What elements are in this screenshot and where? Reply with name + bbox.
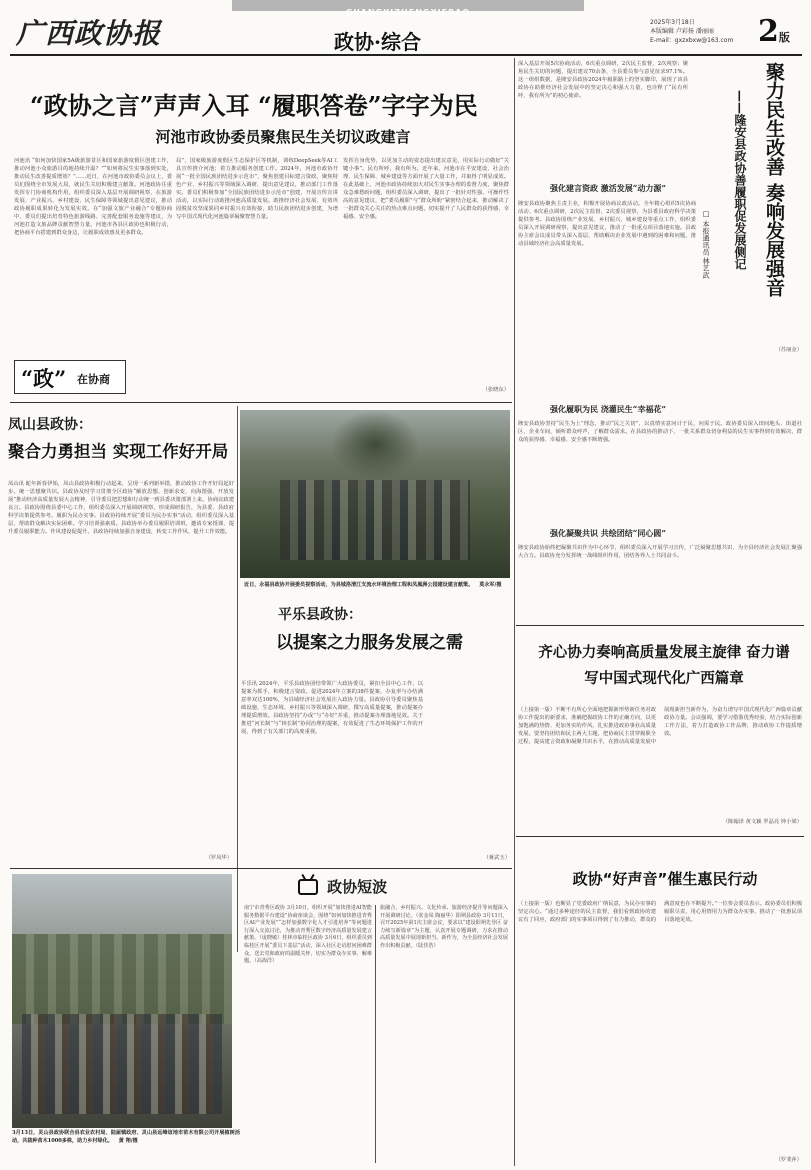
rule-briefs [375,905,376,1163]
longan-sec2: 隆安县政协坚持“民生为上”理念，推动“民之关切”，以真情实意问计于民、问需于民。政协委员深入田间地头、街道社区、企业车间，倾听群众呼声，了解群众需求。在县政协的推动下，一批关系群众切身利益的民生实事得到有效解决，群众的获得感、幸福感、安全感不断增强。 [518,421,802,443]
briefs-title: 政协短波 [327,878,388,896]
masthead-editors: 本版编辑 卢彩扬 潘丽丽 [650,28,714,35]
lead-col1: 河池讯 “如何加快国家5A级旅游景区和国家旅游度假区创建工作，推动河池小众旅游目的地持续升温？”“如何将民生实事落到实处，推动民生改善提质增效？”……近日，在河池市政协委员会议上，委员们围绕全市发展大局，就民生关切积极建言献策。河池政协注重发挥专门协商机构作用，组织委员深入基层开展调研视察，在旅游发展、产业振兴、乡村建设、民生保障等领域提出意见建议，推动政协履职成果转化为发展实效。在“加强文旅产业融合”专题协商中，委员们提出培育特色旅游线路、完善配套服务设施等建议，为河池打造文旅品牌贡献智慧力量。河池市各县区政协也积极行动，把协商平台搭建到群众身边，让履职成效惠及更多群众。 [14,158,172,236]
rule-mid-bottom [10,868,512,869]
lead-byline: （张晓东） [482,387,509,393]
longan-top: 深入基层开展5次协商活动，6次重点调研，2次民主监督，2次视察；聚焦民生关切的问题，提出建议70余条，全县委员参与意见征求97.1%。这一组组数据，是隆安县政协2024年履职路上的坚实脚印，展现了该县政协在助推经济社会发展中的坚定决心和强大力量，也诠释了“民有所呼，我有所为”的初心使命。 [518,61,688,99]
longan-title: 聚力民生改善 奏响发展强音 [763,62,785,297]
page-number-suffix: 版 [778,31,790,44]
fengshan-headline [8,438,238,464]
longan-sec1-title: 强化建言资政 激活发展“动力源” [550,183,666,193]
zx-badge-quote: “政” [21,366,67,391]
briefs-icon [298,879,318,895]
lingshan-caption-text: 3月13日，灵山县政协联合县农业农村局、陆屋镇政府、灵山县远峰谊地市苗木有限公司开展植树活动，共栽种苗木1000多株，助力乡村绿化。 [12,1130,240,1144]
masthead-email: E-mail：gxzxbxw@163.com [650,37,734,44]
masthead-pinyin-bar [232,0,584,17]
lead-col1-tail [130,350,172,394]
hao-body: （上接第一版）也断显了党委政府广纳民意，为民办实事的坚定决心。“通过多种途径的民主监督，我们看到政协的建议有了回应，政府部门的实事项目得到了有力推动，群众的满意度也在不断提升。”一位参会委员表示。政协委员们积极履职尽责，用心用情用力为群众办实事，推动了一批惠民项目落地见效。 [518,901,802,923]
page-number [758,14,808,50]
section-title-text: 政协·综合 [334,30,421,54]
longan-sec2-title: 强化履职为民 浇灌民生“幸福花” [550,404,666,414]
masthead-logo [16,12,166,52]
pingle-title: 以提案之力服务发展之需 [276,633,463,653]
yongfu-caption-text: 近日，永福县政协开展委员视察活动，为县城洛清江支流水环境治理工程和凤凰洲公园建设建言献策。 [244,582,474,588]
lingshan-caption [12,1130,240,1166]
rule-right-2 [516,836,804,837]
yongfu-credit: 莫永军/摄 [479,582,502,588]
yongfu-photo [240,410,510,578]
rule-col-split [237,406,238,952]
fengshan-title: 聚合力勇担当 实现工作好开局 [8,442,229,461]
tree-shape [330,410,420,480]
briefs-right: 旅融合、乡村振兴、文化传承、旅游经济提升等问题深入开展调研讨论。（张金凤 陶丽华）阳朔县政协 3月11日，召开2025年第1次主席会议，要求以“建设阳朔先导区 奋力续写新篇章”为主题，认真开展专题调研，力求在推动高质量发展中展现新担当、新作为，为全县经济社会发展作出积极贡献。（陆佳浩） [380,905,508,949]
lead-subtitle: 河池市政协委员聚焦民生关切议政建言 [155,128,411,146]
masthead-rule [10,54,802,56]
hao-headline [540,868,790,892]
pingle-body-2 [426,680,510,846]
longan-sec1: 隆安县政协聚焦主责主业，积极开展协商议政活动。全年精心组织5次协商活动、6次重点调研，2次民主监督，2次委员视察，为县委县政府科学决策提供参考。县政协围绕产业发展、乡村振兴、城乡建设等重点工作，组织委员深入开展调研视察，提出意见建议，推动了一批重点项目落地实施。县政协主席会议成员带头深入基层，帮助解决企业发展中遇到的困难和问题，推动县域经济社会高质量发展。 [518,201,696,247]
rule-right-1 [516,625,804,626]
longan-sec2-heading [518,404,698,416]
masthead-logo-text: 广西政协报 [16,17,162,50]
longan-sec3-heading [518,528,698,540]
masthead-date: 2025年3月18日 [650,19,695,26]
longan-subtitle-v [730,90,756,330]
lead-subheadline [88,126,478,148]
lingshan-credit: 黄 翔/摄 [118,1137,138,1144]
people-group [22,1014,222,1114]
pingle-body-1: 平乐讯 2024年，平乐县政协团结带领广大政协委员，紧扣全县中心工作，以提案为抓手，积极建言资政。促进2024年立案的38件提案，办复率与办结满意率双达100%，为县域经济社会发展注入政协力量。县政协引导委员聚焦基础设施、生态环境、乡村振兴等领域深入调研，撰写高质量提案，推动提案办理提质增效。县政协坚持“办成”与“办好”并重，推动提案办理落地见效。关于推进“河长制”与“林长制”协同治理的提案，有效促进了生态环境保护工作的开展，得到了有关部门的高度重视。 [241,681,423,735]
lead-title: “政协之言”声声入耳 “履职答卷”字字为民 [30,91,478,120]
fengshan-kicker [8,414,158,434]
trees-row [12,934,232,1024]
briefs-left: 南宁市青秀区政协 3月10日，组织开展“加快推进AI智能服务数据平台建设”协商座谈会，围绕“如何加快推进青秀区AI产业发展”“怎样加强数字化人才引进培养”等问题进行深入交流讨论，为推动青秀区数字经济高质量发展建言献策。（庞晓敏）桂林市临桂区政协 3月6日，组织委员到临桂区开展“委员下基层”活动，深入社区走访慰问困难群众，送去党和政府的温暖关怀，切实为群众办实事、解难题。（高海洋） [244,905,372,965]
qixin-byline: （陈翰泽 黄文颖 罗晶亮 钟小梁） [722,819,802,825]
lead-col2: 局”，国家级旅游度假区生态保护区等机制，训练DeepSeek等AI工具宣传推介河池；着力推动服务创建工作。2024年，河池市政协开展“一批全国民族团结进步示范市”，聚焦创建目标建言资政，聚焦特色产业、乡村振兴等领域深入调研，提出意见建议，推动部门工作落实。委员们积极参加“全国民族团结进步示范市”创建，开展宣传宣讲活动，以实际行动助推河池高质量发展。助推经济社会发展、有效巩固脱贫攻坚成果同乡村振兴有效衔接，助力民族团结进步创建，为谱写中国式现代化河池篇章凝聚智慧力量。 [176,158,338,220]
zx-badge-label: 在协商 [77,373,110,386]
lead-headline [30,86,500,120]
longan-sec3: 隆安县政协始终把凝聚共识作为中心环节，组织委员深入开展学习宣传，广泛凝聚思想共识，为全县经济社会发展汇聚强大合力。县政协充分发挥统一战线组织作用，团结各界人士共同奋斗。 [518,545,802,559]
lead-col3: 发挥自身优势，以更加主动的姿态提出建议意见，用实际行动做好“关键小事”。民有所呼，我有所为。近年来，河池市在平安建设、社会治理、民生保障、城乡建设等方面开展了大量工作，并取得了明显成效。在此基础上，河池市政协持续加大对民生实事办理的监督力度，聚焦群众急难愁盼问题，组织委员深入调研，提出了一批针对性强、可操作性高的意见建议，把“委员履职”与“群众所盼”紧密结合起来，推动解决了一批群众关心关注的热点难点问题，切实提升了人民群众的获得感、幸福感、安全感。 [343,158,509,220]
page-number-value: 2 [758,14,779,49]
pingle-kicker [278,604,428,624]
pingle-headline [276,628,511,656]
hao-title: 政协“好声音”催生惠民行动 [572,870,758,888]
rule-lead-bottom [10,402,512,403]
lingshan-photo [12,874,232,1128]
masthead-pinyin: GUANGXIZHENGXIEBAO [345,8,471,17]
fengshan-byline: （罗凤华） [205,855,232,861]
longan-end-byline: （苏丽金） [775,347,802,353]
qixin-headline [534,640,794,696]
longan-byline-v [700,210,720,330]
longan-sec1-heading [518,183,698,195]
people-figures [280,480,470,560]
zx-badge [14,360,126,394]
longan-sec3-title: 强化凝聚共识 共绘团结“同心圆” [550,528,666,538]
briefs-header [298,876,448,898]
longan-byline: □ 本报通讯员 林艺武 [702,210,710,279]
pingle-kicker-text: 平乐县政协： [278,607,362,623]
qixin-body: （上接第一版）不断不有所心全面地把握新形势新任务对政协工作提出的新要求，准确把握政协工作的正确方向，以更加饱满的热情、更加务实的作风，扎实推进政协事业高质量发展。要坚持团结和民主两大主题，把协商民主贯穿履职全过程，提高建言资政和凝聚共识水平，在推动高质量发展中展现新担当新作为，为奋力谱写中国式现代化广西篇章贡献政协力量。会议强调，要学习借鉴优秀经验，结合实际创新工作方法，着力打造政协工作品牌，推动政协工作提质增效。 [518,707,802,745]
longan-subtitle: ——隆安县政协善履职促发展侧记 [733,90,747,270]
section-title [334,26,484,52]
fengshan-body: 凤山讯 蛇年新春伊始，凤山县政协积极行动起来，呈现一系列新举措，推动政协工作开好局起好步。统一思想聚共识。县政协及时学习贯彻全区政协“解放思想、创新求变、向海图强、开放发展”推动经济高质量发展大会精神，引导委员把思想和行动统一到县委决策部署上来。协商议政建良言。县政协围绕县委中心工作，组织委员深入开展调研视察，形成调研报告，为县委、县政府科学决策提供参考。履职为民办实事。县政协持续开展“委员为民办实事”活动，组织委员深入基层，帮助群众解决实际困难。学习培训强素质。县政协举办委员履职培训班，邀请专家授课，提升委员履职能力。作风建设促提升。县政协持续加强自身建设，转变工作作风，提升工作效能。 [8,481,234,535]
rule-center [514,58,515,1166]
qixin-title: 齐心协力奏响高质量发展主旋律 奋力谱写中国式现代化广西篇章 [538,645,790,687]
fengshan-kicker-text: 凤山县政协： [8,417,92,433]
yongfu-caption [244,582,510,599]
longan-title-v [762,62,802,322]
pingle-byline: （蒋武玉） [483,855,510,861]
hao-byline: （罗斐萍） [775,1157,802,1163]
masthead-info [650,18,760,52]
